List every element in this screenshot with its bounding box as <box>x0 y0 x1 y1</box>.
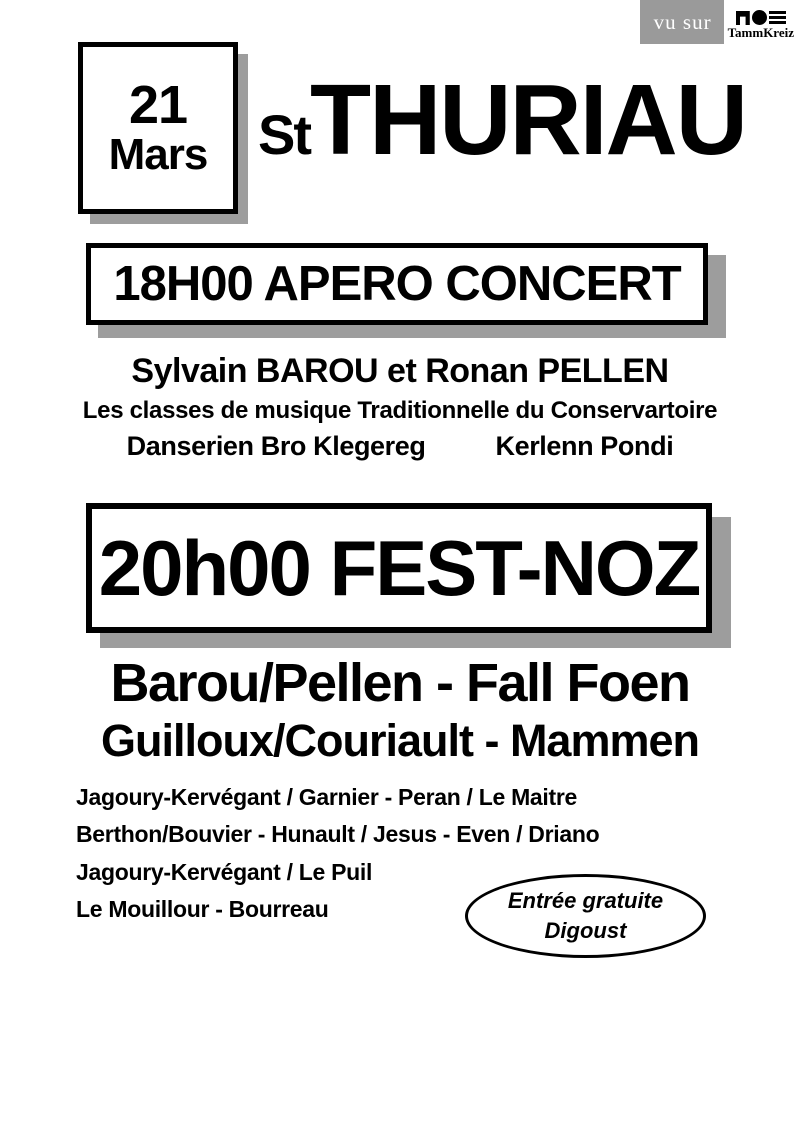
free-entry-line-2: Digoust <box>544 918 627 943</box>
watermark-text: vu sur <box>640 0 724 44</box>
logo-shape-icon <box>736 11 750 25</box>
festnoz-banner-frame <box>86 503 712 633</box>
lineup-headliner-2: Guilloux/Couriault - Mammen <box>100 714 700 766</box>
town-prefix: St <box>258 103 310 166</box>
apero-banner <box>86 243 726 338</box>
apero-subline: Les classes de musique Traditionnelle du Conservartoire <box>82 397 718 425</box>
date-box <box>78 42 248 224</box>
watermark-logo <box>724 0 800 44</box>
free-entry-badge <box>465 874 706 958</box>
apero-banner-text: 18H00 APERO CONCERT <box>113 257 681 311</box>
date-box-frame <box>78 42 238 214</box>
free-entry-line-1: Entrée gratuite <box>507 888 664 914</box>
apero-banner-frame <box>86 243 708 325</box>
list-item: Berthon/Bouvier - Hunault / Jesus - Even / Driano <box>76 821 600 848</box>
apero-headliner: Sylvain BAROU et Ronan PELLEN <box>131 352 669 390</box>
festnoz-banner <box>86 503 731 648</box>
festnoz-lineup <box>0 655 800 928</box>
apero-groups <box>0 431 800 462</box>
apero-artists <box>0 352 800 462</box>
watermark-brand: TammKreiz <box>727 25 794 40</box>
logo-circle-icon <box>752 10 767 25</box>
list-item: Jagoury-Kervégant / Le Puil <box>76 858 373 885</box>
festnoz-banner-text: 20h00 FEST-NOZ <box>98 523 700 612</box>
watermark <box>640 0 800 44</box>
watermark-logo-glyphs <box>736 5 786 25</box>
list-item: Le Mouillour - Bourreau <box>76 895 329 922</box>
date-month: Mars <box>108 129 208 179</box>
apero-group-right: Kerlenn Pondi <box>495 430 674 461</box>
list-item: Jagoury-Kervégant / Garnier - Peran / Le Maitre <box>76 784 578 811</box>
lineup-headliner-1: Barou/Pellen - Fall Foen <box>110 653 690 713</box>
town-name: THURIAU <box>310 64 746 176</box>
apero-group-left: Danserien Bro Klegereg <box>126 430 426 461</box>
logo-stripes-icon <box>769 11 786 25</box>
page-title <box>258 64 746 176</box>
date-day: 21 <box>128 74 188 135</box>
